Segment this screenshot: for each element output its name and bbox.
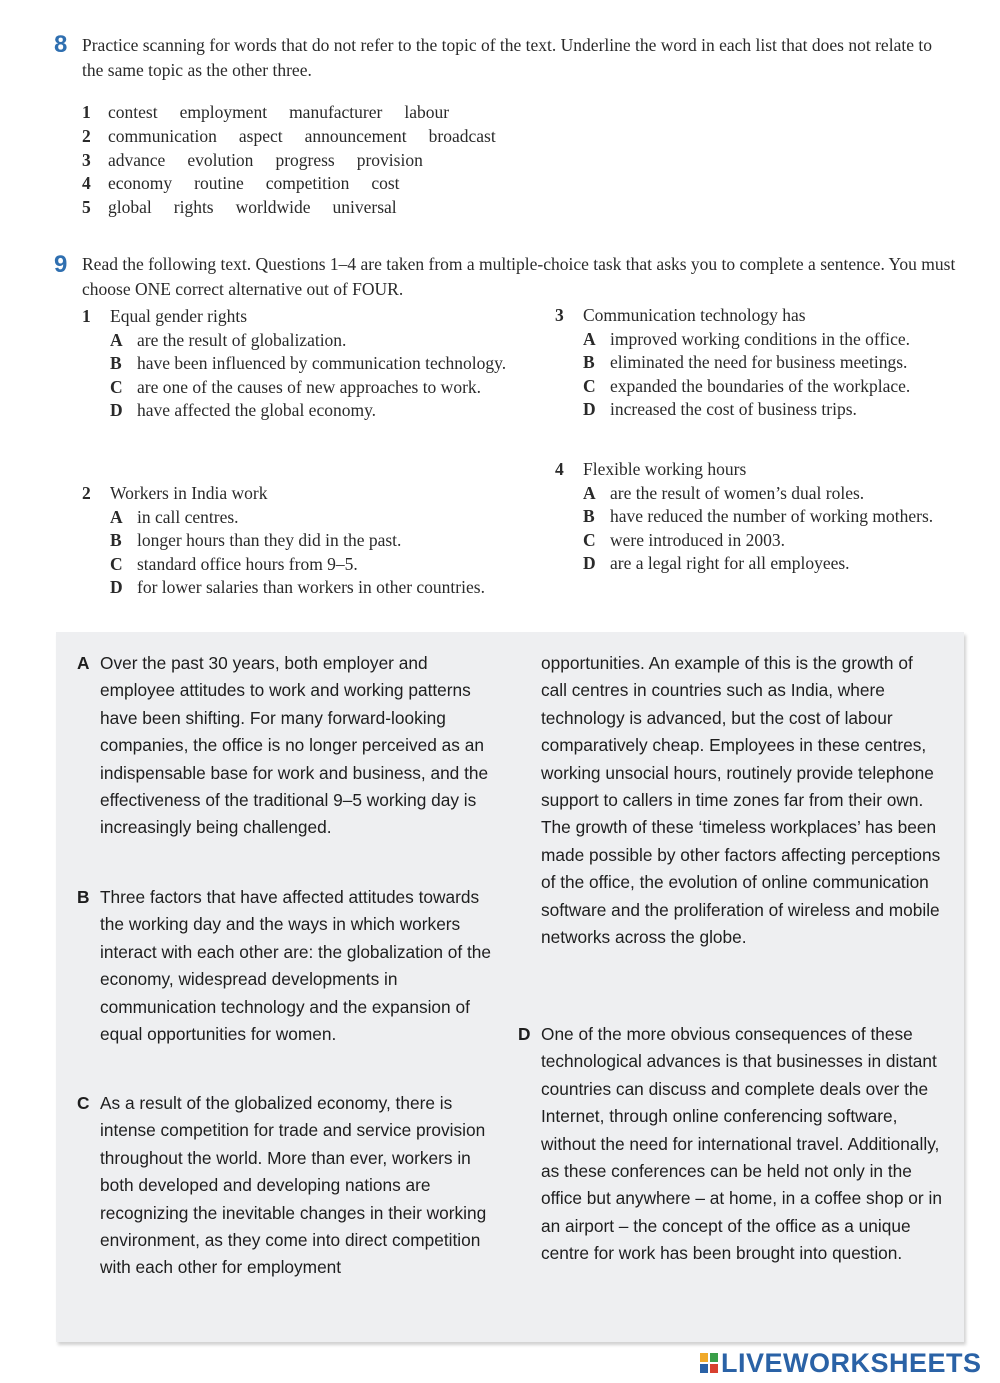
option-c[interactable]: C are one of the causes of new approaches to work.: [110, 376, 482, 397]
option-d[interactable]: D for lower salaries than workers in other countries.: [110, 577, 485, 597]
word-list-4: 4 economy routine competition cost: [82, 172, 518, 196]
option-c[interactable]: C were introduced in 2003.: [583, 529, 785, 550]
word[interactable]: economy: [108, 173, 173, 194]
question-stem: 2 Workers in India work: [82, 483, 268, 503]
paragraph-a: A Over the past 30 years, both employer and employee attitudes to work and working patterns have been shifting. For many forward-looking companies, the office is no longer perceived as an indispensable base for work and business, and the effectiveness of the traditional 9–5 working day is increasingly being challenged.: [77, 653, 489, 838]
paragraph-b: B Three factors that have affected attitudes towards the working day and the ways in which workers interact with each other are: the globalization of the economy, widespread developments in communication technology and the expansion of equal opportunities for women.: [77, 887, 491, 1045]
exercise-number-9: 9: [54, 251, 68, 278]
word-list-3: 3 advance evolution progress provision: [82, 149, 518, 173]
word[interactable]: broadcast: [428, 125, 496, 146]
word-list-5: 5 global rights worldwide universal: [82, 196, 518, 220]
option-a[interactable]: A improved working conditions in the office.: [583, 328, 911, 349]
word[interactable]: labour: [404, 102, 450, 122]
option-b[interactable]: B have reduced the number of working mothers.: [583, 506, 934, 526]
question-stem: 3 Communication technology has: [555, 305, 806, 325]
option-b[interactable]: B eliminated the need for business meetings.: [583, 352, 908, 372]
word[interactable]: advance: [108, 149, 166, 170]
question-stem: 4 Flexible working hours: [555, 459, 747, 479]
exercise-8-instruction: Practice scanning for words that do not refer to the topic of the text. Underline the word in each list that does not relate to the same topic as the other three.: [82, 35, 932, 80]
question-2: [82, 482, 522, 600]
word[interactable]: competition: [265, 173, 350, 194]
exercise-9-instruction: Read the following text. Questions 1–4 are taken from a multiple-choice task that asks you to complete a sentence. You must choose ONE correct alternative out of FOUR.: [82, 254, 956, 299]
word[interactable]: announcement: [304, 125, 407, 146]
option-b[interactable]: B have been influenced by communication technology.: [110, 353, 507, 373]
option-c[interactable]: C standard office hours from 9–5.: [110, 553, 358, 574]
option-c[interactable]: C expanded the boundaries of the workplace.: [583, 375, 911, 396]
option-d[interactable]: D increased the cost of business trips.: [583, 399, 857, 419]
option-d[interactable]: D have affected the global economy.: [110, 400, 377, 420]
paragraph-c: C As a result of the globalized economy, there is intense competition for trade and service provision throughout the world. More than ever, workers in both developed and developing nations are recognizing the inevitable changes in their working environment, as they come into direct competition with each other for employment: [77, 1093, 487, 1278]
option-b[interactable]: B longer hours than they did in the past.: [110, 530, 402, 550]
word-lists: [82, 101, 518, 220]
word[interactable]: worldwide: [235, 197, 311, 218]
word[interactable]: rights: [173, 197, 214, 218]
word-list-2: 2 communication aspect announcement broadcast: [82, 125, 518, 149]
word[interactable]: evolution: [187, 149, 254, 170]
option-a[interactable]: A are the result of women’s dual roles.: [583, 482, 865, 503]
word[interactable]: cost: [371, 173, 400, 194]
paragraph-c-continued: opportunities. An example of this is the growth of call centres in countries such as India, where technology is advanced, but the cost of labour comparatively cheap. Employees in these centres, working unsocial hours, routinely provide telephone support to callers in time zones far from their own. The growth of these ‘timeless workplaces’ has been made possible by other factors affecting perceptions of the office, the evolution of online communication software and the proliferation of wireless and mobile networks across the globe.: [541, 653, 941, 948]
word[interactable]: contest: [108, 102, 158, 122]
word[interactable]: progress: [275, 149, 335, 170]
option-a[interactable]: A in call centres.: [110, 506, 239, 527]
question-3: [555, 304, 995, 422]
word[interactable]: aspect: [238, 125, 283, 146]
word[interactable]: global: [108, 197, 152, 218]
question-4: [555, 458, 995, 576]
liveworksheets-logo: LIVEWORKSHEETS: [700, 1348, 982, 1379]
word[interactable]: employment: [179, 102, 268, 122]
paragraph-d: D One of the more obvious consequences of these technological advances is that businesses in distant countries can discuss and complete deals over the Internet, through online conferencing software, without the need for international travel. Additionally, as these conferences can be held not only in the office but anywhere – at home, in a coffee shop or in an airport – the concept of the office as a unique centre for work has been brought into question.: [518, 1024, 942, 1264]
liveworksheets-icon: [700, 1352, 718, 1374]
word[interactable]: manufacturer: [289, 102, 383, 122]
option-d[interactable]: D are a legal right for all employees.: [583, 553, 850, 573]
word[interactable]: routine: [194, 173, 244, 194]
question-1: [82, 305, 522, 423]
word-list-1: 1 contest employment manufacturer labour: [82, 101, 518, 125]
option-a[interactable]: A are the result of globalization.: [110, 329, 347, 350]
exercise-number-8: 8: [54, 31, 68, 58]
word[interactable]: provision: [356, 149, 423, 170]
word[interactable]: communication: [108, 125, 217, 146]
word[interactable]: universal: [332, 197, 397, 218]
question-stem: 1 Equal gender rights: [82, 306, 248, 326]
